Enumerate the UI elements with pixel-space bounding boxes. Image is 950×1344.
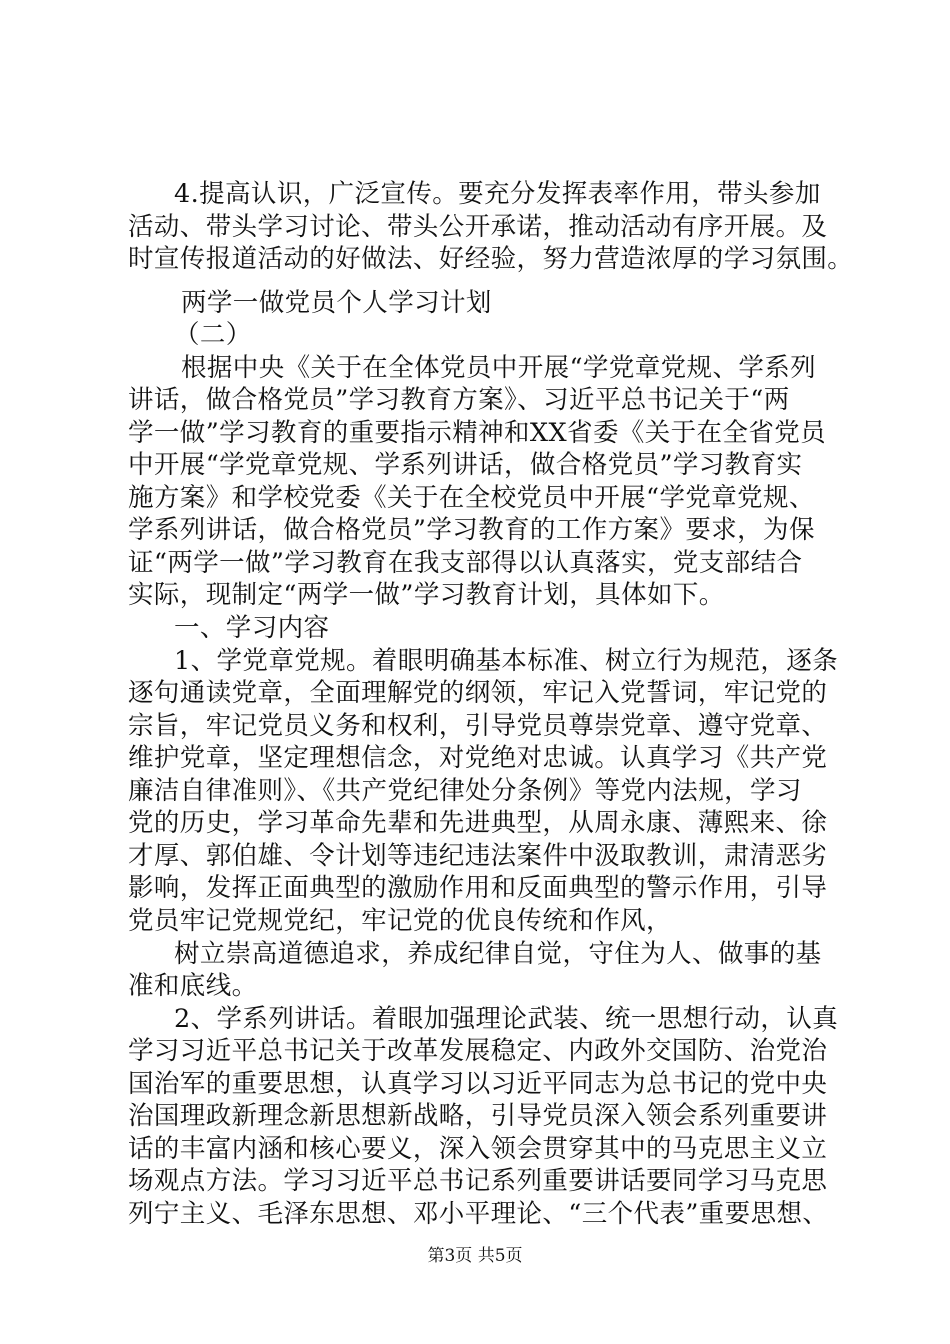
paragraph-line: 学一做”学习教育的重要指示精神和XX省委《关于在全省党员: [128, 418, 827, 448]
paragraph-line: 实际，现制定“两学一做”学习教育计划，具体如下。: [128, 580, 725, 610]
section-subtitle: （二）: [174, 320, 252, 350]
paragraph-line: 党的历史，学习革命先辈和先进典型，从周永康、薄熙来、徐: [128, 808, 828, 838]
paragraph-line: 列宁主义、毛泽东思想、邓小平理论、“三个代表”重要思想、: [128, 1199, 829, 1229]
paragraph-line: 树立崇高道德追求，养成纪律自觉，守住为人、做事的基: [174, 939, 822, 969]
section-title: 两学一做党员个人学习计划: [181, 288, 492, 318]
section-heading: 一、学习内容: [174, 613, 330, 643]
paragraph-line: 活动、带头学习讨论、带头公开承诺，推动活动有序开展。及: [128, 212, 828, 242]
paragraph-line: 维护党章，坚定理想信念，对党绝对忠诚。认真学习《共产党: [128, 743, 828, 773]
paragraph-line: 国治军的重要思想，认真学习以习近平同志为总书记的党中央: [128, 1069, 828, 1099]
paragraph-line: 根据中央《关于在全体党员中开展“学党章党规、学系列: [181, 353, 817, 383]
paragraph-line: 时宣传报道活动的好做法、好经验，努力营造浓厚的学习氛围。: [128, 244, 854, 274]
paragraph-line: 讲话，做合格党员”学习教育方案》、习近平总书记关于“两: [128, 385, 790, 415]
paragraph-line: 2、学系列讲话。着眼加强理论武装、统一思想行动，认真: [174, 1004, 839, 1034]
paragraph-line: 施方案》和学校党委《关于在全校党员中开展“学党章党规、: [128, 483, 815, 513]
paragraph-line: 影响，发挥正面典型的激励作用和反面典型的警示作用，引导: [128, 873, 828, 903]
paragraph-line: 场观点方法。学习习近平总书记系列重要讲话要同学习马克思: [128, 1166, 828, 1196]
paragraph-line: 治国理政新理念新思想新战略，引导党员深入领会系列重要讲: [128, 1101, 828, 1131]
paragraph-line: 话的丰富内涵和核心要义，深入领会贯穿其中的马克思主义立: [128, 1134, 828, 1164]
paragraph-line: 学习习近平总书记关于改革发展稳定、内政外交国防、治党治: [128, 1036, 828, 1066]
paragraph-line: 证“两学一做”学习教育在我支部得以认真落实，党支部结合: [128, 548, 803, 578]
paragraph-line: 才厚、郭伯雄、令计划等违纪违法案件中汲取教训，肃清恶劣: [128, 841, 828, 871]
paragraph-line: 中开展“学党章党规、学系列讲话，做合格党员”学习教育实: [128, 450, 803, 480]
paragraph-line: 4.提高认识，广泛宣传。要充分发挥表率作用，带头参加: [174, 179, 821, 209]
paragraph-line: 党员牢记党规党纪，牢记党的优良传统和作风，: [128, 906, 672, 936]
paragraph-line: 逐句通读党章，全面理解党的纲领，牢记入党誓词，牢记党的: [128, 678, 828, 708]
paragraph-line: 1、学党章党规。着眼明确基本标准、树立行为规范，逐条: [174, 646, 839, 676]
paragraph-line: 准和底线。: [128, 971, 258, 1001]
paragraph-line: 廉洁自律准则》、《共产党纪律处分条例》等党内法规，学习: [128, 776, 802, 806]
paragraph-line: 学系列讲话，做合格党员”学习教育的工作方案》要求，为保: [128, 515, 815, 545]
page-number-footer: 第3页 共5页: [427, 1246, 523, 1266]
paragraph-line: 宗旨，牢记党员义务和权利，引导党员尊崇党章、遵守党章、: [128, 711, 828, 741]
